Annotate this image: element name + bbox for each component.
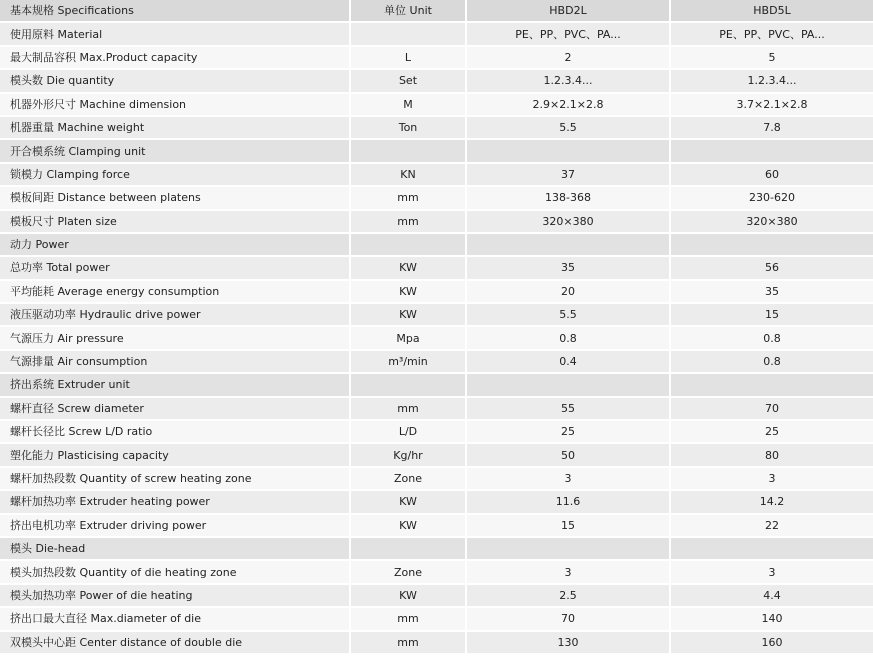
header-specifications: 基本规格 Specifications	[0, 0, 351, 23]
unit-cell: KW	[351, 491, 467, 514]
table-row	[0, 70, 873, 93]
table-row	[0, 281, 873, 304]
parameter-name-cell: 气源压力 Air pressure	[0, 327, 351, 350]
parameter-name-cell: 动力 Power	[0, 234, 351, 257]
unit-cell: KW	[351, 304, 467, 327]
table-header	[0, 0, 873, 23]
parameter-name-cell: 机器外形尺寸 Machine dimension	[0, 94, 351, 117]
hbd5l-value-cell: 5	[671, 47, 873, 70]
parameter-name-cell: 塑化能力 Plasticising capacity	[0, 444, 351, 467]
unit-cell: Zone	[351, 561, 467, 584]
hbd2l-value-cell: 2	[467, 47, 671, 70]
parameter-name-cell: 螺杆长径比 Screw L/D ratio	[0, 421, 351, 444]
hbd2l-value-cell: 5.5	[467, 117, 671, 140]
section-row	[0, 140, 873, 163]
unit-cell	[351, 234, 467, 257]
hbd5l-value-cell: 1.2.3.4...	[671, 70, 873, 93]
parameter-name-cell: 挤出电机功率 Extruder driving power	[0, 515, 351, 538]
hbd5l-value-cell: 35	[671, 281, 873, 304]
hbd5l-value-cell: 4.4	[671, 585, 873, 608]
hbd2l-value-cell: 55	[467, 398, 671, 421]
unit-cell: L/D	[351, 421, 467, 444]
parameter-name-cell: 模头加热功率 Power of die heating	[0, 585, 351, 608]
unit-cell	[351, 538, 467, 561]
table-row	[0, 491, 873, 514]
unit-cell	[351, 140, 467, 163]
table-row	[0, 211, 873, 234]
parameter-name-cell: 机器重量 Machine weight	[0, 117, 351, 140]
unit-cell: KN	[351, 164, 467, 187]
parameter-name-cell: 平均能耗 Average energy consumption	[0, 281, 351, 304]
header-row	[0, 0, 873, 23]
hbd5l-value-cell: 15	[671, 304, 873, 327]
unit-cell: KW	[351, 281, 467, 304]
parameter-name-cell: 模板尺寸 Platen size	[0, 211, 351, 234]
hbd5l-value-cell: 320×380	[671, 211, 873, 234]
unit-cell: Set	[351, 70, 467, 93]
unit-cell: Mpa	[351, 327, 467, 350]
parameter-name-cell: 挤出系统 Extruder unit	[0, 374, 351, 397]
hbd5l-value-cell: 3.7×2.1×2.8	[671, 94, 873, 117]
hbd5l-value-cell: 70	[671, 398, 873, 421]
hbd2l-value-cell	[467, 374, 671, 397]
hbd5l-value-cell: 140	[671, 608, 873, 631]
table-row	[0, 47, 873, 70]
unit-cell: mm	[351, 187, 467, 210]
hbd2l-value-cell: 35	[467, 257, 671, 280]
hbd5l-value-cell: 3	[671, 468, 873, 491]
hbd2l-value-cell: 15	[467, 515, 671, 538]
table-row	[0, 421, 873, 444]
unit-cell: KW	[351, 515, 467, 538]
hbd2l-value-cell	[467, 234, 671, 257]
table-body	[0, 23, 873, 655]
table-row	[0, 117, 873, 140]
hbd2l-value-cell: 50	[467, 444, 671, 467]
section-row	[0, 234, 873, 257]
hbd2l-value-cell: 20	[467, 281, 671, 304]
parameter-name-cell: 螺杆直径 Screw diameter	[0, 398, 351, 421]
hbd5l-value-cell: 160	[671, 632, 873, 655]
parameter-name-cell: 总功率 Total power	[0, 257, 351, 280]
hbd2l-value-cell: 320×380	[467, 211, 671, 234]
table-row	[0, 515, 873, 538]
unit-cell: Ton	[351, 117, 467, 140]
hbd2l-value-cell	[467, 538, 671, 561]
hbd2l-value-cell: 37	[467, 164, 671, 187]
hbd2l-value-cell: 2.5	[467, 585, 671, 608]
hbd2l-value-cell: 0.4	[467, 351, 671, 374]
hbd5l-value-cell: 56	[671, 257, 873, 280]
table-row	[0, 164, 873, 187]
parameter-name-cell: 锁模力 Clamping force	[0, 164, 351, 187]
unit-cell: mm	[351, 632, 467, 655]
unit-cell	[351, 23, 467, 46]
hbd5l-value-cell: 25	[671, 421, 873, 444]
unit-cell	[351, 374, 467, 397]
hbd5l-value-cell	[671, 234, 873, 257]
unit-cell: mm	[351, 211, 467, 234]
parameter-name-cell: 双模头中心距 Center distance of double die	[0, 632, 351, 655]
hbd2l-value-cell: 3	[467, 561, 671, 584]
parameter-name-cell: 挤出口最大直径 Max.diameter of die	[0, 608, 351, 631]
hbd2l-value-cell: 0.8	[467, 327, 671, 350]
hbd2l-value-cell: PE、PP、PVC、PA...	[467, 23, 671, 46]
hbd2l-value-cell: 130	[467, 632, 671, 655]
table-row	[0, 561, 873, 584]
hbd5l-value-cell: PE、PP、PVC、PA...	[671, 23, 873, 46]
hbd5l-value-cell: 14.2	[671, 491, 873, 514]
table-row	[0, 304, 873, 327]
parameter-name-cell: 气源排量 Air consumption	[0, 351, 351, 374]
hbd2l-value-cell: 3	[467, 468, 671, 491]
hbd2l-value-cell: 138-368	[467, 187, 671, 210]
unit-cell: L	[351, 47, 467, 70]
hbd5l-value-cell: 80	[671, 444, 873, 467]
section-row	[0, 374, 873, 397]
parameter-name-cell: 使用原料 Material	[0, 23, 351, 46]
parameter-name-cell: 模头数 Die quantity	[0, 70, 351, 93]
hbd5l-value-cell: 0.8	[671, 351, 873, 374]
hbd2l-value-cell: 2.9×2.1×2.8	[467, 94, 671, 117]
hbd5l-value-cell: 0.8	[671, 327, 873, 350]
table-row	[0, 585, 873, 608]
hbd5l-value-cell: 60	[671, 164, 873, 187]
unit-cell: Kg/hr	[351, 444, 467, 467]
table-row	[0, 468, 873, 491]
hbd2l-value-cell: 70	[467, 608, 671, 631]
hbd5l-value-cell: 3	[671, 561, 873, 584]
table-row	[0, 257, 873, 280]
hbd5l-value-cell: 230-620	[671, 187, 873, 210]
hbd5l-value-cell	[671, 538, 873, 561]
parameter-name-cell: 模板间距 Distance between platens	[0, 187, 351, 210]
unit-cell: Zone	[351, 468, 467, 491]
hbd5l-value-cell: 7.8	[671, 117, 873, 140]
hbd5l-value-cell: 22	[671, 515, 873, 538]
hbd2l-value-cell: 5.5	[467, 304, 671, 327]
header-model-hbd2l: HBD2L	[467, 0, 671, 23]
parameter-name-cell: 模头加热段数 Quantity of die heating zone	[0, 561, 351, 584]
table-row	[0, 608, 873, 631]
unit-cell: KW	[351, 257, 467, 280]
hbd5l-value-cell	[671, 374, 873, 397]
parameter-name-cell: 螺杆加热段数 Quantity of screw heating zone	[0, 468, 351, 491]
unit-cell: KW	[351, 585, 467, 608]
hbd2l-value-cell	[467, 140, 671, 163]
hbd5l-value-cell	[671, 140, 873, 163]
unit-cell: mm	[351, 398, 467, 421]
hbd2l-value-cell: 1.2.3.4...	[467, 70, 671, 93]
parameter-name-cell: 模头 Die-head	[0, 538, 351, 561]
table-row	[0, 327, 873, 350]
table-row	[0, 94, 873, 117]
table-row	[0, 351, 873, 374]
table-row	[0, 23, 873, 46]
header-unit: 单位 Unit	[351, 0, 467, 23]
unit-cell: M	[351, 94, 467, 117]
table-row	[0, 632, 873, 655]
unit-cell: mm	[351, 608, 467, 631]
hbd2l-value-cell: 25	[467, 421, 671, 444]
parameter-name-cell: 最大制品容积 Max.Product capacity	[0, 47, 351, 70]
table-row	[0, 187, 873, 210]
section-row	[0, 538, 873, 561]
header-model-hbd5l: HBD5L	[671, 0, 873, 23]
parameter-name-cell: 液压驱动功率 Hydraulic drive power	[0, 304, 351, 327]
table-row	[0, 398, 873, 421]
parameter-name-cell: 螺杆加热功率 Extruder heating power	[0, 491, 351, 514]
unit-cell: m³/min	[351, 351, 467, 374]
table-row	[0, 444, 873, 467]
hbd2l-value-cell: 11.6	[467, 491, 671, 514]
parameter-name-cell: 开合模系统 Clamping unit	[0, 140, 351, 163]
